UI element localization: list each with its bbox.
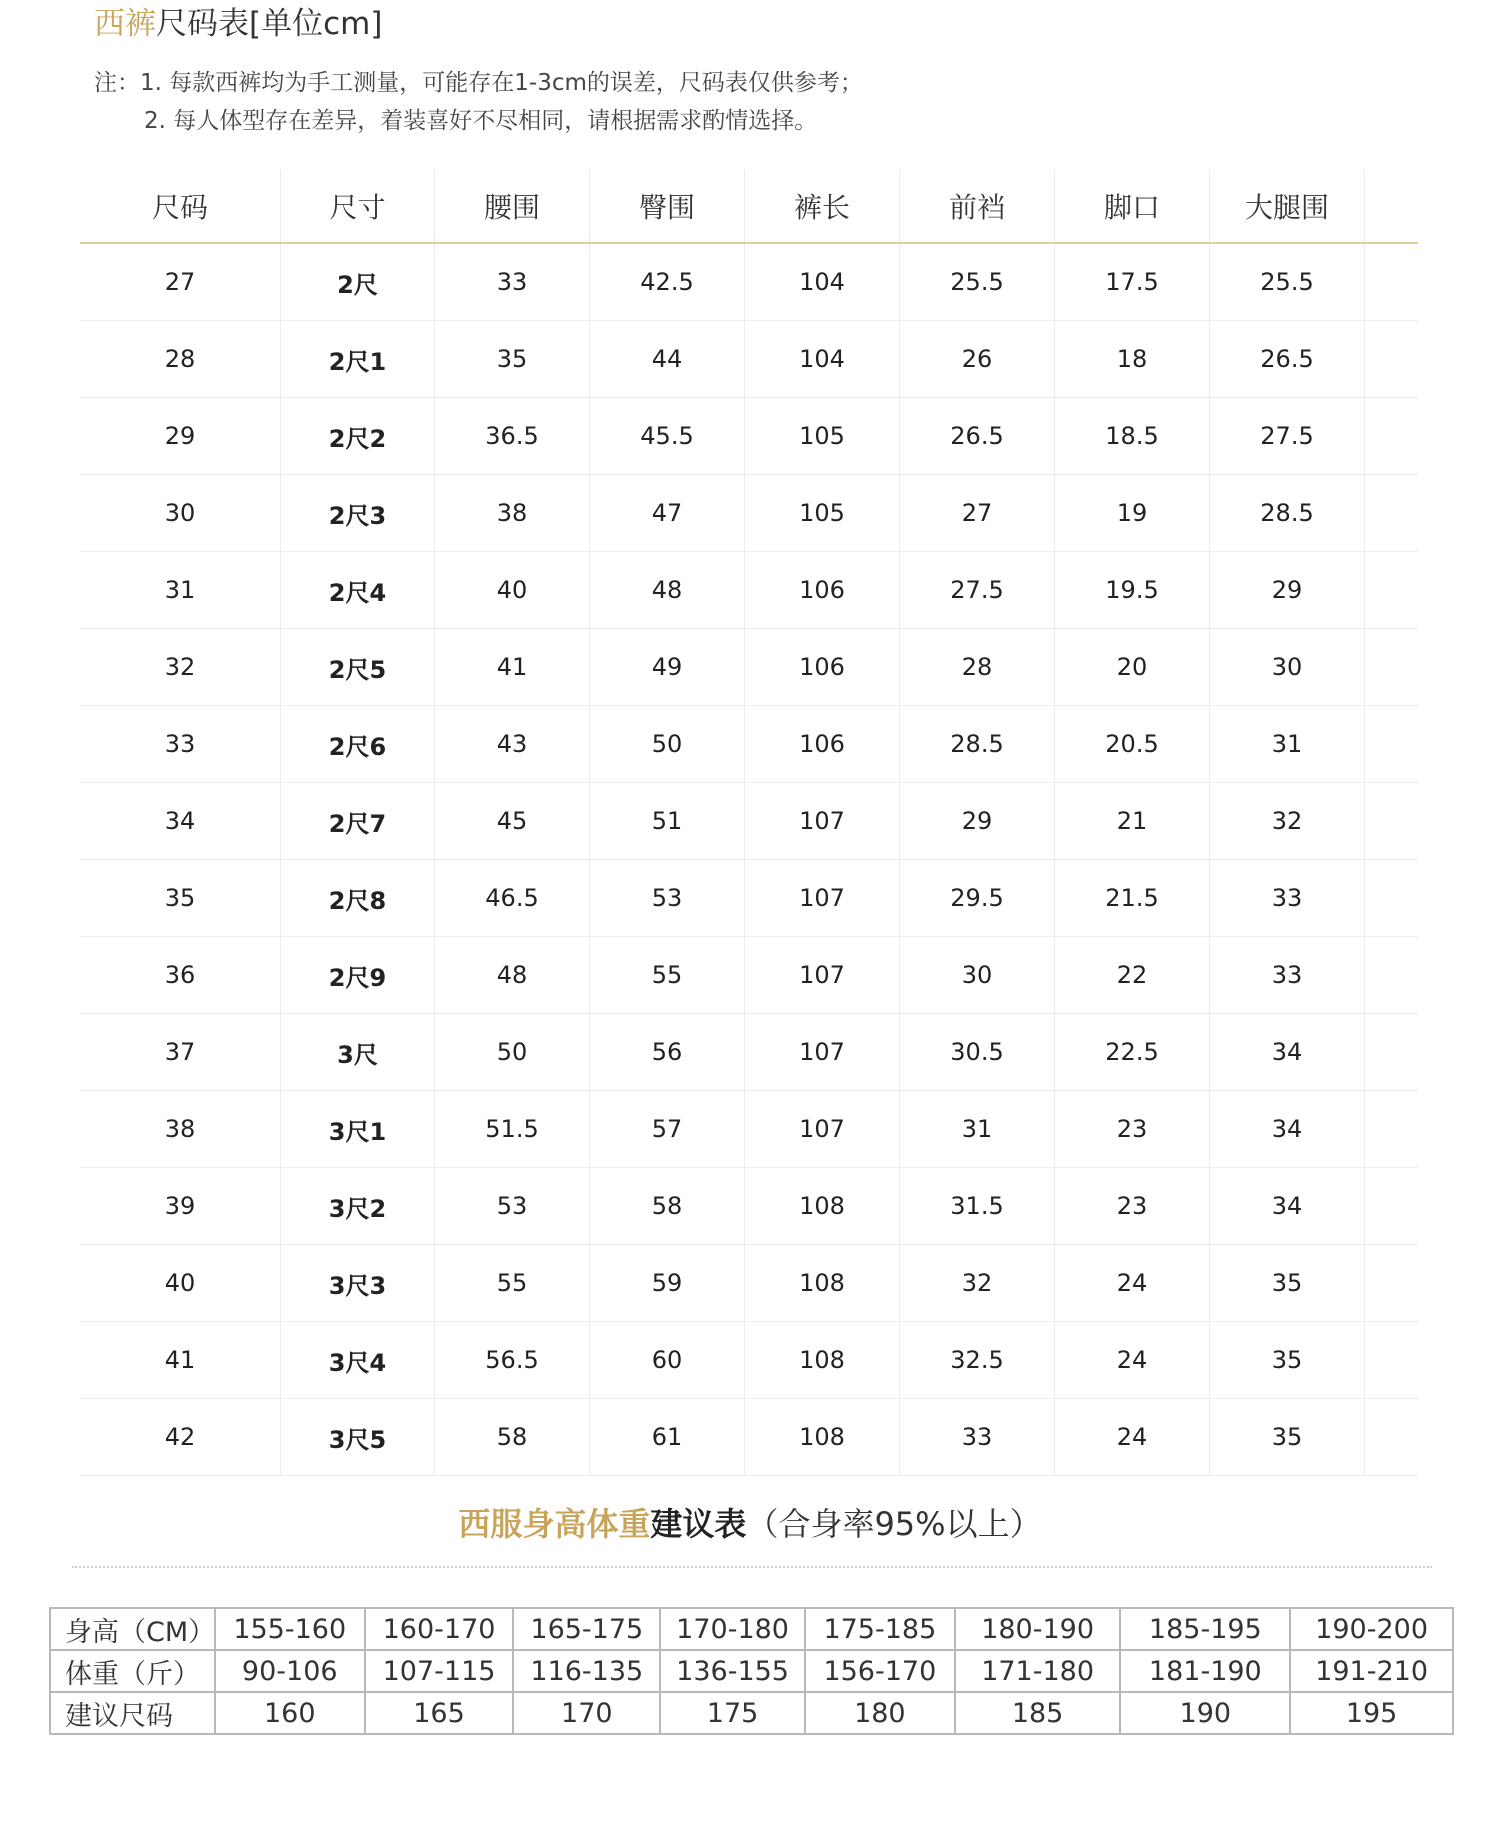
fit-cell: 165 <box>365 1692 514 1734</box>
table-spacer <box>1365 552 1418 628</box>
fit-cell: 181-190 <box>1120 1650 1290 1692</box>
table-spacer <box>1365 937 1418 1013</box>
cell-leg-opening: 22 <box>1055 937 1210 1013</box>
header-length: 裤长 <box>745 170 900 242</box>
cell-length: 108 <box>745 1168 900 1244</box>
cell-hip: 42.5 <box>590 244 745 320</box>
cell-length: 106 <box>745 552 900 628</box>
cell-size: 36 <box>80 937 281 1013</box>
table-row <box>80 321 1418 398</box>
cell-size: 30 <box>80 475 281 551</box>
cell-dimension: 2尺7 <box>281 783 435 859</box>
cell-waist: 46.5 <box>435 860 590 936</box>
cell-thigh: 34 <box>1210 1091 1365 1167</box>
fit-cell: 160-170 <box>365 1608 514 1650</box>
cell-leg-opening: 21 <box>1055 783 1210 859</box>
table-spacer <box>1365 170 1418 242</box>
dotted-divider <box>72 1566 1432 1568</box>
cell-front-rise: 28 <box>900 629 1055 705</box>
fit-cell: 165-175 <box>513 1608 660 1650</box>
header-front-rise: 前裆 <box>900 170 1055 242</box>
cell-dimension: 3尺2 <box>281 1168 435 1244</box>
cell-dimension: 3尺1 <box>281 1091 435 1167</box>
cell-waist: 43 <box>435 706 590 782</box>
table-row <box>80 783 1418 860</box>
cell-size: 33 <box>80 706 281 782</box>
cell-length: 104 <box>745 321 900 397</box>
fit-table-title <box>0 1502 1500 1546</box>
cell-length: 107 <box>745 937 900 1013</box>
cell-size: 39 <box>80 1168 281 1244</box>
cell-front-rise: 30.5 <box>900 1014 1055 1090</box>
table-row <box>80 1399 1418 1476</box>
fit-cell: 175-185 <box>805 1608 955 1650</box>
cell-waist: 48 <box>435 937 590 1013</box>
cell-hip: 47 <box>590 475 745 551</box>
table-spacer <box>1365 475 1418 551</box>
cell-dimension: 3尺 <box>281 1014 435 1090</box>
fit-title-note: （合身率95%以上） <box>746 1505 1042 1543</box>
size-table-header <box>80 170 1418 244</box>
table-spacer <box>1365 1322 1418 1398</box>
cell-hip: 60 <box>590 1322 745 1398</box>
fit-cell: 190-200 <box>1290 1608 1453 1650</box>
table-row <box>80 706 1418 783</box>
cell-waist: 53 <box>435 1168 590 1244</box>
cell-thigh: 27.5 <box>1210 398 1365 474</box>
cell-leg-opening: 21.5 <box>1055 860 1210 936</box>
table-spacer <box>1365 706 1418 782</box>
fit-cell: 136-155 <box>660 1650 805 1692</box>
cell-thigh: 35 <box>1210 1399 1365 1475</box>
cell-front-rise: 33 <box>900 1399 1055 1475</box>
table-row <box>80 244 1418 321</box>
cell-leg-opening: 17.5 <box>1055 244 1210 320</box>
fit-cell: 116-135 <box>513 1650 660 1692</box>
cell-dimension: 2尺9 <box>281 937 435 1013</box>
cell-hip: 55 <box>590 937 745 1013</box>
cell-size: 41 <box>80 1322 281 1398</box>
cell-length: 104 <box>745 244 900 320</box>
cell-waist: 55 <box>435 1245 590 1321</box>
cell-leg-opening: 24 <box>1055 1322 1210 1398</box>
cell-waist: 33 <box>435 244 590 320</box>
cell-waist: 56.5 <box>435 1322 590 1398</box>
table-row <box>80 475 1418 552</box>
cell-length: 105 <box>745 398 900 474</box>
cell-waist: 35 <box>435 321 590 397</box>
cell-hip: 51 <box>590 783 745 859</box>
table-spacer <box>1365 783 1418 859</box>
cell-leg-opening: 19 <box>1055 475 1210 551</box>
cell-leg-opening: 20.5 <box>1055 706 1210 782</box>
fit-cell: 170 <box>513 1692 660 1734</box>
measurement-notes <box>94 64 863 140</box>
cell-dimension: 3尺3 <box>281 1245 435 1321</box>
cell-hip: 45.5 <box>590 398 745 474</box>
cell-leg-opening: 23 <box>1055 1091 1210 1167</box>
cell-front-rise: 26.5 <box>900 398 1055 474</box>
cell-front-rise: 29.5 <box>900 860 1055 936</box>
table-row <box>80 1245 1418 1322</box>
cell-dimension: 2尺6 <box>281 706 435 782</box>
cell-waist: 45 <box>435 783 590 859</box>
fit-cell: 175 <box>660 1692 805 1734</box>
cell-thigh: 30 <box>1210 629 1365 705</box>
table-spacer <box>1365 1014 1418 1090</box>
fit-label-weight: 体重（斤） <box>50 1650 215 1692</box>
table-row <box>80 398 1418 475</box>
cell-thigh: 31 <box>1210 706 1365 782</box>
header-size: 尺码 <box>80 170 281 242</box>
cell-waist: 40 <box>435 552 590 628</box>
cell-dimension: 3尺5 <box>281 1399 435 1475</box>
cell-size: 38 <box>80 1091 281 1167</box>
cell-size: 40 <box>80 1245 281 1321</box>
cell-hip: 44 <box>590 321 745 397</box>
cell-length: 108 <box>745 1322 900 1398</box>
cell-thigh: 35 <box>1210 1245 1365 1321</box>
cell-thigh: 28.5 <box>1210 475 1365 551</box>
cell-hip: 58 <box>590 1168 745 1244</box>
cell-thigh: 32 <box>1210 783 1365 859</box>
cell-length: 107 <box>745 783 900 859</box>
table-row <box>80 1014 1418 1091</box>
table-row <box>80 1168 1418 1245</box>
table-spacer <box>1365 629 1418 705</box>
cell-dimension: 2尺2 <box>281 398 435 474</box>
table-spacer <box>1365 398 1418 474</box>
cell-leg-opening: 24 <box>1055 1399 1210 1475</box>
cell-size: 37 <box>80 1014 281 1090</box>
cell-dimension: 2尺 <box>281 244 435 320</box>
note-line-2: 2. 每人体型存在差异，着装喜好不尽相同，请根据需求酌情选择。 <box>144 108 818 134</box>
cell-front-rise: 28.5 <box>900 706 1055 782</box>
cell-length: 106 <box>745 629 900 705</box>
cell-length: 108 <box>745 1399 900 1475</box>
header-thigh: 大腿围 <box>1210 170 1365 242</box>
fit-cell: 160 <box>215 1692 365 1734</box>
cell-leg-opening: 19.5 <box>1055 552 1210 628</box>
table-spacer <box>1365 1091 1418 1167</box>
cell-waist: 36.5 <box>435 398 590 474</box>
header-leg-opening: 脚口 <box>1055 170 1210 242</box>
fit-row-suggested-size <box>50 1692 1453 1734</box>
cell-waist: 38 <box>435 475 590 551</box>
cell-size: 28 <box>80 321 281 397</box>
cell-hip: 49 <box>590 629 745 705</box>
cell-dimension: 3尺4 <box>281 1322 435 1398</box>
cell-hip: 48 <box>590 552 745 628</box>
fit-label-height: 身高（CM） <box>50 1608 215 1650</box>
cell-hip: 59 <box>590 1245 745 1321</box>
size-table <box>80 170 1418 1476</box>
header-hip: 臀围 <box>590 170 745 242</box>
cell-front-rise: 26 <box>900 321 1055 397</box>
cell-front-rise: 27 <box>900 475 1055 551</box>
table-spacer <box>1365 1168 1418 1244</box>
note-line-1: 注：1. 每款西裤均为手工测量，可能存在1-3cm的误差，尺码表仅供参考； <box>94 70 863 96</box>
fit-row-height <box>50 1608 1453 1650</box>
cell-front-rise: 29 <box>900 783 1055 859</box>
cell-hip: 50 <box>590 706 745 782</box>
table-spacer <box>1365 860 1418 936</box>
cell-thigh: 29 <box>1210 552 1365 628</box>
fit-cell: 195 <box>1290 1692 1453 1734</box>
cell-length: 107 <box>745 1091 900 1167</box>
fit-cell: 190 <box>1120 1692 1290 1734</box>
cell-size: 34 <box>80 783 281 859</box>
cell-leg-opening: 18.5 <box>1055 398 1210 474</box>
cell-thigh: 34 <box>1210 1168 1365 1244</box>
cell-waist: 58 <box>435 1399 590 1475</box>
cell-dimension: 2尺5 <box>281 629 435 705</box>
cell-front-rise: 31 <box>900 1091 1055 1167</box>
cell-dimension: 2尺3 <box>281 475 435 551</box>
fit-cell: 155-160 <box>215 1608 365 1650</box>
table-spacer <box>1365 244 1418 320</box>
fit-cell: 90-106 <box>215 1650 365 1692</box>
cell-size: 27 <box>80 244 281 320</box>
cell-thigh: 35 <box>1210 1322 1365 1398</box>
fit-cell: 171-180 <box>955 1650 1121 1692</box>
fit-cell: 170-180 <box>660 1608 805 1650</box>
cell-leg-opening: 20 <box>1055 629 1210 705</box>
fit-cell: 107-115 <box>365 1650 514 1692</box>
cell-hip: 61 <box>590 1399 745 1475</box>
table-spacer <box>1365 321 1418 397</box>
cell-leg-opening: 18 <box>1055 321 1210 397</box>
cell-leg-opening: 24 <box>1055 1245 1210 1321</box>
fit-cell: 185-195 <box>1120 1608 1290 1650</box>
cell-hip: 57 <box>590 1091 745 1167</box>
cell-size: 31 <box>80 552 281 628</box>
title-unit: [单位cm] <box>249 6 383 42</box>
cell-front-rise: 32 <box>900 1245 1055 1321</box>
cell-length: 105 <box>745 475 900 551</box>
table-row <box>80 860 1418 937</box>
page-title <box>94 2 382 46</box>
cell-size: 42 <box>80 1399 281 1475</box>
fit-cell: 180-190 <box>955 1608 1121 1650</box>
table-row <box>80 552 1418 629</box>
cell-thigh: 33 <box>1210 937 1365 1013</box>
cell-length: 107 <box>745 1014 900 1090</box>
table-row <box>80 629 1418 706</box>
cell-front-rise: 31.5 <box>900 1168 1055 1244</box>
cell-front-rise: 30 <box>900 937 1055 1013</box>
table-row <box>80 937 1418 1014</box>
cell-dimension: 2尺4 <box>281 552 435 628</box>
cell-thigh: 26.5 <box>1210 321 1365 397</box>
fit-cell: 180 <box>805 1692 955 1734</box>
cell-thigh: 34 <box>1210 1014 1365 1090</box>
fit-cell: 156-170 <box>805 1650 955 1692</box>
fit-table <box>49 1607 1454 1735</box>
cell-size: 29 <box>80 398 281 474</box>
cell-size: 32 <box>80 629 281 705</box>
fit-cell: 191-210 <box>1290 1650 1453 1692</box>
cell-leg-opening: 23 <box>1055 1168 1210 1244</box>
fit-title-dark: 建议表 <box>650 1505 747 1543</box>
cell-dimension: 2尺8 <box>281 860 435 936</box>
cell-leg-opening: 22.5 <box>1055 1014 1210 1090</box>
cell-length: 107 <box>745 860 900 936</box>
cell-front-rise: 27.5 <box>900 552 1055 628</box>
cell-hip: 53 <box>590 860 745 936</box>
cell-hip: 56 <box>590 1014 745 1090</box>
title-prefix: 西裤 <box>94 6 156 42</box>
cell-size: 35 <box>80 860 281 936</box>
cell-length: 108 <box>745 1245 900 1321</box>
cell-dimension: 2尺1 <box>281 321 435 397</box>
cell-thigh: 33 <box>1210 860 1365 936</box>
table-spacer <box>1365 1245 1418 1321</box>
fit-row-weight <box>50 1650 1453 1692</box>
fit-label-suggested-size: 建议尺码 <box>50 1692 215 1734</box>
cell-thigh: 25.5 <box>1210 244 1365 320</box>
cell-front-rise: 25.5 <box>900 244 1055 320</box>
table-row <box>80 1091 1418 1168</box>
cell-waist: 41 <box>435 629 590 705</box>
fit-cell: 185 <box>955 1692 1121 1734</box>
table-row <box>80 1322 1418 1399</box>
cell-front-rise: 32.5 <box>900 1322 1055 1398</box>
fit-title-gold: 西服身高体重 <box>458 1505 651 1543</box>
cell-length: 106 <box>745 706 900 782</box>
title-main: 尺码表 <box>156 6 249 42</box>
table-spacer <box>1365 1399 1418 1475</box>
header-waist: 腰围 <box>435 170 590 242</box>
header-dimension: 尺寸 <box>281 170 435 242</box>
cell-waist: 50 <box>435 1014 590 1090</box>
cell-waist: 51.5 <box>435 1091 590 1167</box>
